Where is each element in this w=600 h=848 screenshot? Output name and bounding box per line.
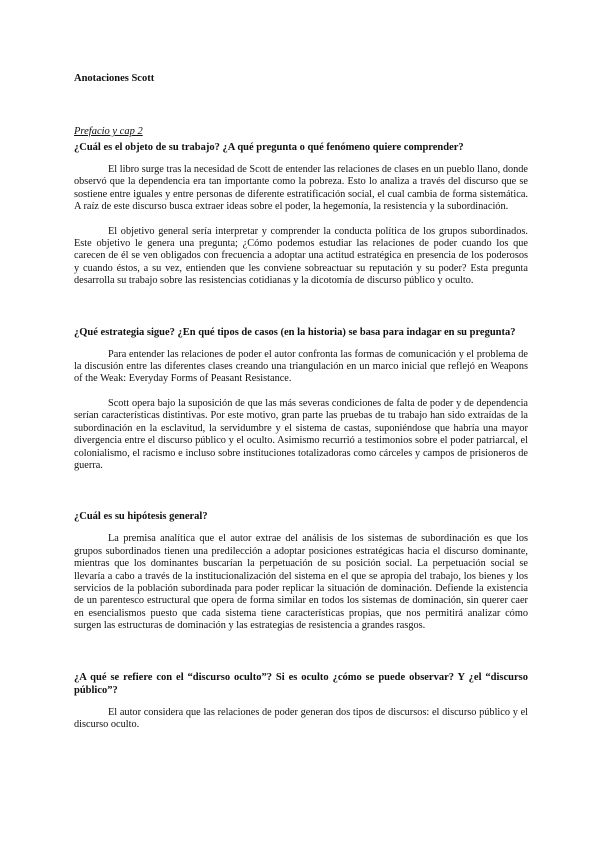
paragraph: El autor considera que las relaciones de poder generan dos tipos de discursos: el discurso público y el discurso oculto.: [74, 706, 528, 730]
document-page: [74, 72, 528, 743]
paragraph: La premisa analítica que el autor extrae del análisis de los sistemas de subordinación es que los grupos subordinados tienen una predilección a adoptar posiciones estratégicas hacia el discurso dominante, mientras que los dominantes buscarían la perpetuación de su posición social. La perpetuación social se llevaría a cabo a través de la institucionalización del sistema en el que se apropia del trabajo, los bienes y los servicios de la población subordinada para poder replicar la situación de dominación. Defiende la existencia de un parentesco estructural que opera de forma similar en todos los sistemas de dominación, sin querer caer en esencialismos puesto que cada sistema tiene características propias, que nos permitirá analizar cómo surgen las estructuras de dominación y las estrategias de resistencia a grandes rasgos.: [74, 533, 528, 632]
question-heading: ¿Cuál es su hipótesis general?: [74, 511, 208, 523]
document-title: Anotaciones Scott: [74, 73, 155, 84]
question-heading: ¿Qué estrategia sigue? ¿En qué tipos de casos (en la historia) se basa para indagar en su pregunta?: [74, 326, 516, 338]
paragraph: Para entender las relaciones de poder el autor confronta las formas de comunicación y el problema de la discusión entre las diferentes clases creando una triangulación en un marco inicial que reflejó en Weapons of the Weak: Everyday Forms of Peasant Resistance.: [74, 348, 528, 385]
paragraph: El libro surge tras la necesidad de Scott de entender las relaciones de clases en un pueblo llano, donde observó que la dependencia era tan importante como la pobreza. Esto lo analiza a través del discurso que se sostiene entre iguales y entre personas de diferente estratificación social, el cual cambia de forma sistemática. A raíz de este discurso busca extraer ideas sobre el poder, la hegemonía, la resistencia y la subordinación.: [74, 164, 528, 213]
question-heading: ¿A qué se refiere con el “discurso oculto”? Si es oculto ¿cómo se puede observar? Y ¿el “discurso público”?: [74, 671, 528, 696]
paragraph: El objetivo general sería interpretar y comprender la conducta política de los grupos subordinados. Este objetivo le genera una pregunta; ¿Cómo podemos estudiar las relaciones de poder cuando los que carecen de él se ven obligados con frecuencia a adoptar una actitud estratégica en presencia de los poderosos y cuando éstos, a su vez, entienden que les conviene sobreactuar su reputación y su poder? Esta pregunta desarrolla su trabajo sobre las resistencias cotidianas y la dicotomía de discurso público y oculto.: [74, 225, 528, 287]
section-2: [74, 326, 528, 473]
section-4: [74, 671, 528, 732]
paragraph: Scott opera bajo la suposición de que las más severas condiciones de falta de poder y de dependencia serían características distintivas. Por este motivo, gran parte las pruebas de tu trabajo han sido extraídas de la subordinación en la esclavitud, la servidumbre y el sistema de castas, suponiéndose que habría una mayor divergencia entre el discurso público y el oculto. Asimismo recurrió a testimonios sobre el poder patriarcal, el colonialismo, el racismo e incluso sobre instituciones totalizadoras como cárceles y campos de prisioneros de guerra.: [74, 397, 528, 471]
question-heading: ¿Cuál es el objeto de su trabajo? ¿A qué pregunta o qué fenómeno quiere comprender?: [74, 142, 464, 153]
section-3: [74, 510, 528, 632]
section-1: [74, 141, 528, 288]
section-label: Prefacio y cap 2: [74, 126, 143, 137]
